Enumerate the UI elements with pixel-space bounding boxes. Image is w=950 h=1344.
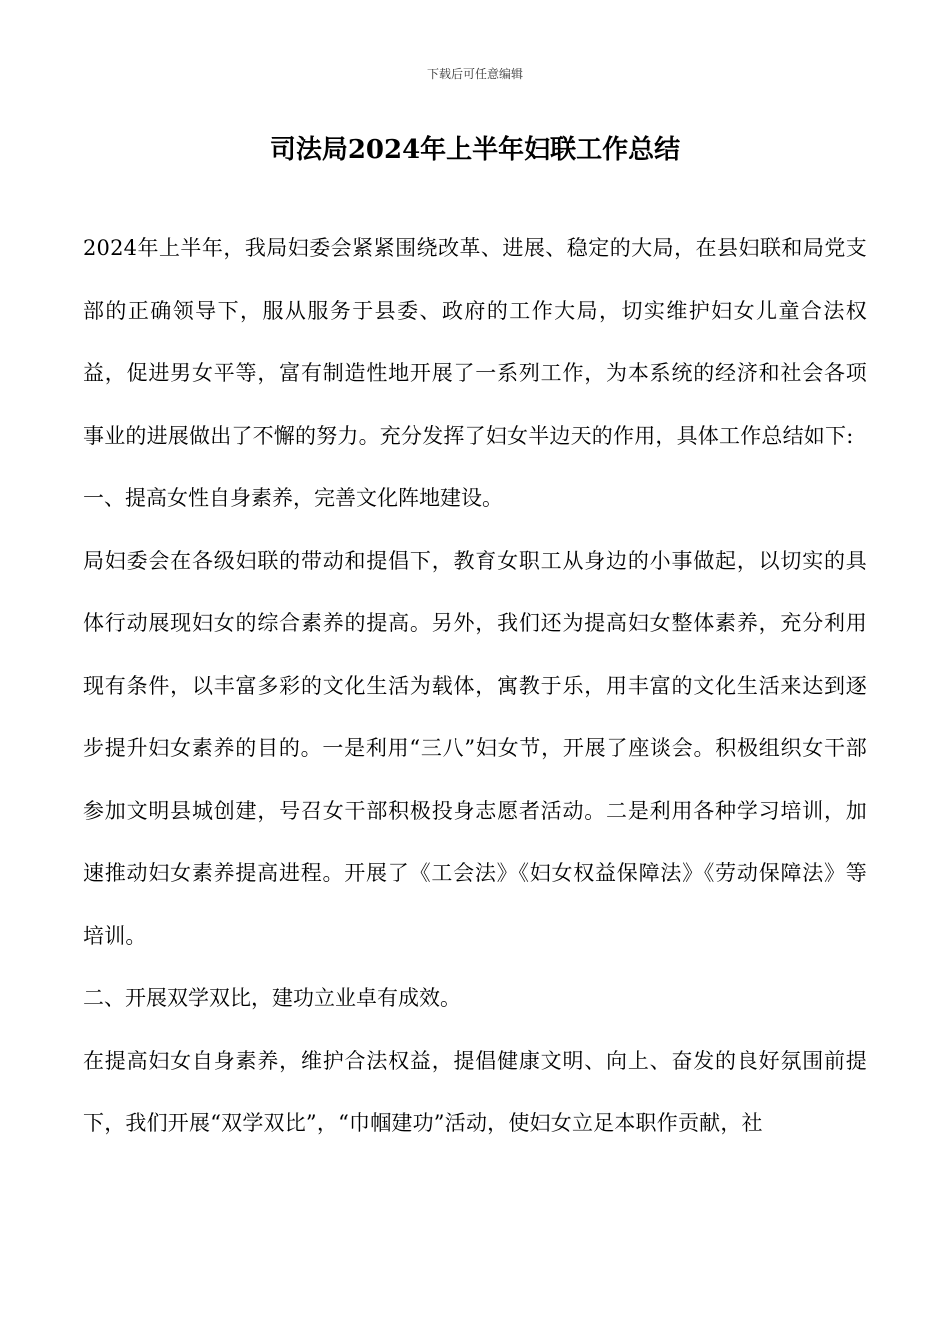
section-heading-2: 二、开展双学双比，建功立业卓有成效。 [83, 986, 461, 1010]
intro-paragraph: 2024年上半年，我局妇委会紧紧围绕改革、进展、稳定的大局，在县妇联和局党支部的正确领导下，服从服务于县委、政府的工作大局，切实维护妇女儿童合法权益，促进男女平等，富有制造性地开展了一系列工作，为本系统的经济和社会各项事业的进展做出了不懈的努力。充分发挥了妇女半边天的作用，具体工作总结如下: [83, 236, 867, 448]
document-body [83, 217, 867, 1155]
document-title: 司法局2024年上半年妇联工作总结 [269, 135, 681, 165]
header-note: 下载后可任意编辑 [426, 67, 523, 81]
section-paragraph-1: 局妇委会在各级妇联的带动和提倡下，教育女职工从身边的小事做起，以切实的具体行动展现妇女的综合素养的提高。另外，我们还为提高妇女整体素养，充分利用现有条件，以丰富多彩的文化生活为载体，寓教于乐，用丰富的文化生活来达到逐步提升妇女素养的目的。一是利用“三八”妇女节，开展了座谈会。积极组织女干部参加文明县城创建，号召女干部积极投身志愿者活动。二是利用各种学习培训，加速推动妇女素养提高进程。开展了《工会法》《妇女权益保障法》《劳动保障法》等培训。 [83, 548, 867, 948]
section-paragraph-2: 在提高妇女自身素养，维护合法权益，提倡健康文明、向上、奋发的良好氛围前提下，我们开展“双学双比”，“巾帼建功”活动，使妇女立足本职作贡献，社 [83, 1048, 867, 1135]
section-heading-1: 一、提高女性自身素养，完善文化阵地建设。 [83, 486, 503, 510]
